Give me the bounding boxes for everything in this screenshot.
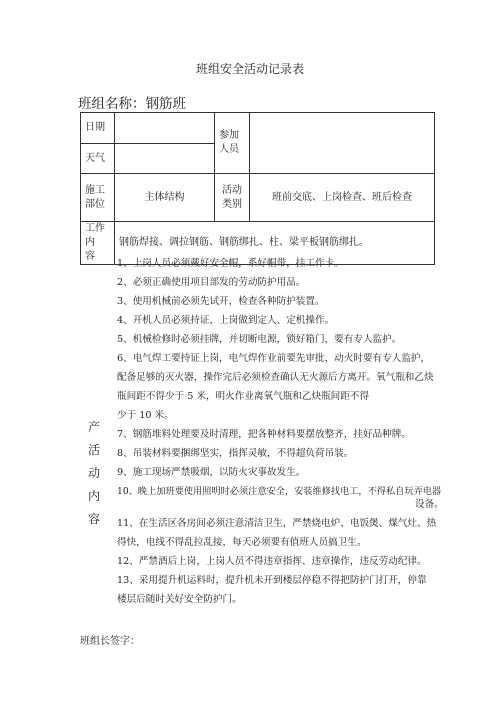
document-title: 班组安全活动记录表 [195,62,304,76]
work-value: 钢筋焊接、调拉钢筋、钢筋绑扎、柱、梁平板钢筋绑扎。 [115,222,435,265]
content-label-char: 容 [87,512,100,526]
rule-item: 3、使用机械前必须先试开，检查各种防护装置。 [117,296,325,307]
signature-label: 班组长签字： [80,636,140,647]
rule-item: 设备。 [415,499,444,510]
content-label-char: 内 [87,489,100,503]
participants-label: 参加 人员 [215,113,250,174]
site-value: 主体结构 [115,174,215,222]
rule-item: 8、吊装材料要捆绑坚实，指挥灵敏，不得超负荷吊装。 [117,448,354,459]
content-label-char: 动 [87,466,100,480]
rule-item: 4、开机人员必须持证，上岗做到定人、定机操作。 [117,315,335,326]
rule-item: 配备足够的灭火器，操作完后必须检查确认无火源后方离开。氧气瓶和乙炔 [117,372,434,383]
rule-item: 13、采用提升机运料时，提升机未开到楼层停稳不得把防护门打开，停靠 [117,575,427,586]
activity-label: 活动 类别 [215,174,250,222]
date-label: 日期 [81,113,115,144]
rule-item: 10、晚上加班要使用照明时必须注意安全，安装维修找电工，不得私自玩弄电器 [117,486,442,497]
rule-item: 6、电气焊工要持证上岗，电气焊作业前要先审批，动火时要有专人监护， [117,353,431,364]
content-label-char: 产 [87,420,100,434]
work-label: 工作内 容 [81,222,115,265]
rule-item: 2、必须正确使用项目部发的劳动防护用品。 [117,277,306,288]
info-table [80,112,435,265]
rule-item: 楼层后随时关好安全防护门。 [117,594,242,605]
activity-value: 班前交底、上岗检查、班后检查 [250,174,435,222]
rule-item: 12、严禁酒后上岗，上岗人员不得违章指挥、违章操作，违反劳动纪律。 [117,556,427,567]
participants-value-cell [250,113,435,174]
rule-item: 9、施工现场严禁吸烟，以防火灾事故发生。 [117,467,306,478]
rule-item: 得快，电线不得乱拉乱接，每天必须要有值班人员搞卫生。 [117,537,367,548]
team-name-line [78,92,186,112]
team-name-value: 钢筋班 [145,96,186,112]
date-value-cell [115,113,215,144]
rule-item: 11、在生活区各房间必须注意清洁卫生，严禁烧电炉、电饭煲、煤气灶、热 [117,518,437,529]
rule-item: 瓶间距不得少于 5 米，明火作业离氧气瓶和乙炔瓶间距不得 [117,391,370,402]
rule-item: 1、上岗人员必须戴好安全帽，系好帽带，挂工作卡。 [117,258,344,269]
site-label: 施工 部位 [81,174,115,222]
rule-item: 少于 10 米。 [117,410,174,421]
team-name-label: 班组名称： [78,96,146,112]
content-label-char: 活 [87,443,100,457]
weather-label: 天气 [81,144,115,174]
rule-item: 7、钢筋堆料处理要及时清理，把各种材料要摆放整齐，挂好品种牌。 [117,429,411,440]
weather-value-cell [115,144,215,174]
rule-item: 5、机械检修时必须挂牌，并切断电源，锁好箱门，要有专人监护。 [117,334,402,345]
